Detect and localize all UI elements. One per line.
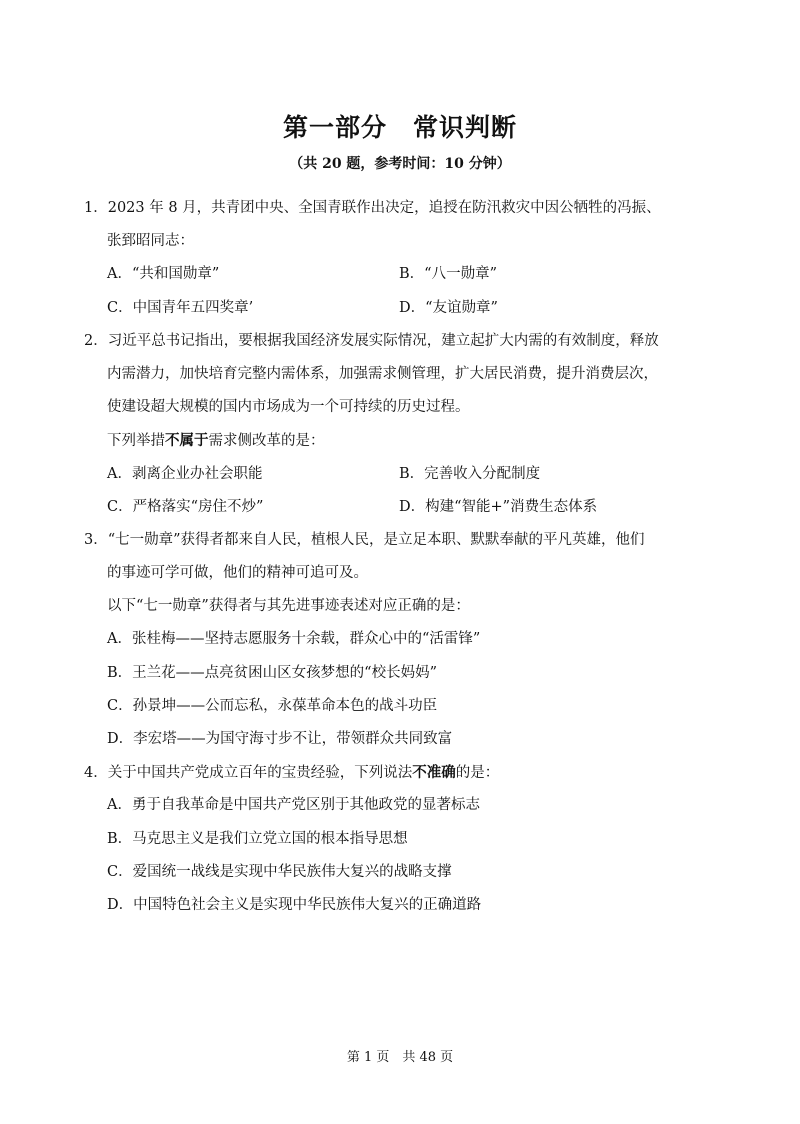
question-2-text-line-2: 内需潜力，加快培育完整内需体系，加强需求侧管理，扩大居民消费，提升消费层次， (107, 365, 658, 382)
question-2-options-row-2 (84, 491, 734, 524)
question-2-stem-pre: 下列举措 (107, 433, 165, 450)
question-1-options-row-1 (84, 258, 734, 291)
question-3-option-a: A．张桂梅——坚持志愿服务十余载，群众心中的“活雷锋” (107, 631, 481, 648)
question-1-option-d: D．“友谊勋章” (399, 299, 498, 316)
question-2-options-row-1 (84, 458, 734, 491)
question-1-option-c: C．中国青年五四奖章’ (107, 299, 254, 316)
question-3 (84, 524, 734, 756)
question-4 (84, 756, 734, 922)
question-1 (84, 192, 734, 325)
question-3-text-line-2: 的事迹可学可做，他们的精神可追可及。 (107, 565, 368, 582)
question-1-text-line-1: 1．2023 年 8 月，共青团中央、全国青联作出决定，追授在防汛救灾中因公牺牲的冯振、 (84, 200, 661, 216)
question-2-stem-post: 需求侧改革的是： (208, 433, 325, 450)
question-3-option-d: D．李宏塔——为国守海寸步不让，带领群众共同致富 (107, 731, 453, 747)
question-3-option-b: B．王兰花——点亮贫困山区女孩梦想的“校长妈妈” (107, 664, 437, 681)
question-1-options-row-2 (84, 292, 734, 325)
question-4-stem-pre: 4．关于中国共产党成立百年的宝贵经验，下列说法 (84, 765, 413, 782)
question-3-option-c: C．孙景坤——公而忘私，永葆革命本色的战斗功臣 (107, 697, 438, 714)
question-list (84, 192, 734, 922)
question-2-stem-emphasis: 不属于 (165, 432, 209, 450)
question-2-option-d: D．构建“智能+”消费生态体系 (399, 498, 598, 515)
page-subtitle: （共 20 题，参考时间：10 分钟） (289, 156, 511, 172)
question-2 (84, 325, 734, 524)
question-2-option-a: A．剥离企业办社会职能 (107, 465, 263, 482)
question-4-option-b: B．马克思主义是我们立党立国的根本指导思想 (107, 830, 408, 847)
question-4-option-a: A．勇于自我革命是中国共产党区别于其他政党的显著标志 (107, 797, 480, 814)
question-2-text-line-3: 使建设超大规模的国内市场成为一个可持续的历史过程。 (107, 399, 470, 416)
question-3-text-line-1: 3．“七一勋章”获得者都来自人民，植根人民，是立足本职、默默奉献的平凡英雄，他们 (84, 531, 645, 548)
question-4-stem-emphasis: 不准确 (412, 764, 456, 782)
question-1-option-a: A．“共和国勋章” (107, 266, 220, 283)
question-4-option-d: D．中国特色社会主义是实现中华民族伟大复兴的正确道路 (107, 896, 482, 913)
question-2-option-c: C．严格落实“房住不炒” (107, 498, 264, 515)
question-4-stem (84, 756, 734, 789)
question-3-stem: 以下“七一勋章”获得者与其先进事迹表述对应正确的是： (107, 598, 470, 615)
page-title: 第一部分 常识判断 (282, 113, 517, 142)
question-1-option-b: B．“八一勋章” (399, 266, 497, 283)
question-2-text-line-1: 2．习近平总书记指出，要根据我国经济发展实际情况，建立起扩大内需的有效制度，释放 (84, 332, 659, 349)
question-4-option-c: C．爱国统一战线是实现中华民族伟大复兴的战略支撑 (107, 863, 452, 880)
question-2-stem (84, 424, 734, 457)
question-2-option-b: B．完善收入分配制度 (399, 465, 541, 482)
question-4-stem-post: 的是： (455, 765, 500, 782)
question-1-text-line-2: 张郅昭同志： (107, 233, 194, 250)
page-footer: 第 1 页 共 48 页 (346, 1050, 454, 1065)
